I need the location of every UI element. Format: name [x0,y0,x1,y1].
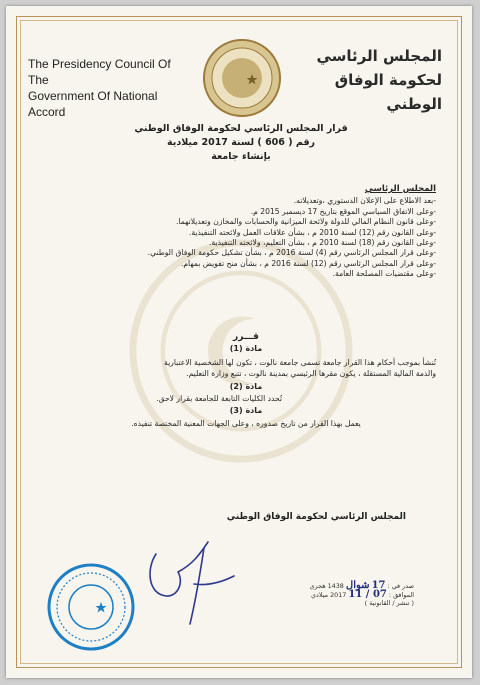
hijri-year: 1438 هجري [309,582,344,590]
preamble-line: -وعلى القانون رقم (18) لسنة 2010 م ، بشأن التعليم، ولائحته التنفيذية. [209,238,436,248]
preamble-line: -وعلى الاتفاق السياسي الموقع بتاريخ 17 ديسمبر 2015 م. [250,206,436,216]
article-1-line-2: والذمة المالية المستقلة ، يكون مقرها الرئيسي بمدينة نالوت ، تتبع وزارة التعليم. [186,368,436,378]
document-page [6,6,472,678]
article-1-line-1: تُنشأ بموجب أحكام هذا القرار جامعة تسمى جامعة نالوت ، تكون لها الشخصية الاعتبارية [164,358,436,367]
publication-note: ( تنشر / القانونية ) [364,599,414,607]
issue-date-block [254,582,414,608]
article-2-text: تُحدد الكليات التابعة للجامعة بقرار لاحق. [156,394,282,403]
hijri-month: شوال [345,580,370,591]
gregorian-date: 07 / 11 [348,588,387,600]
english-header [28,56,188,120]
english-header-line-2: Government Of National Accord [28,89,158,119]
article-3-text: يعمل بهذا القرار من تاريخ صدوره ، وعلى الجهات المعنية المختصة تنفيذه. [131,419,361,428]
issued-label: صدر في : [387,582,414,590]
preamble-line: -وعلى القانون رقم (12) لسنة 2010 م ، بشأن علاقات العمل ولائحته التنفيذية. [188,227,436,237]
handwritten-signature-icon [138,524,248,634]
article-2-title: مادة (2) [229,382,263,391]
article-1-text [36,358,436,380]
preamble-heading: المجلس الرئاسي [364,184,436,194]
signatory-title: المجلس الرئاسي لحكومة الوفاق الوطني [226,512,406,522]
decree-title-line-3: بإنشاء جامعة [211,151,271,162]
corresponding-label: الموافق : [388,590,414,599]
gregorian-date-line [254,588,414,600]
arabic-header [292,44,442,116]
official-stamp-icon [46,562,136,652]
decree-title-line-2: رقم ( 606 ) لسنة 2017 ميلادية [166,137,316,148]
preamble-line: -وعلى مقتضيات المصلحة العامة. [332,269,436,279]
arabic-header-line-2: لحكومة الوفاق الوطني [334,71,442,113]
preamble-line: -بعد الاطلاع على الإعلان الدستوري ،وتعديلاته. [293,196,436,206]
arabic-header-line-1: المجلس الرئاسي [316,47,442,65]
article-1-title: مادة (1) [229,344,263,353]
english-header-line-1: The Presidency Council Of The [28,57,171,87]
hijri-date-line [254,582,414,591]
article-3-title: مادة (3) [229,406,263,415]
preamble-line: -وعلى قرار المجلس الرئاسي رقم (4) لسنة 2016 م ، بشأن تشكيل حكومة الوفاق الوطني. [147,248,436,258]
emblem-seal-icon [202,38,282,118]
decree-title-line-1: قرار المجلس الرئاسي لحكومة الوفاق الوطني [134,123,348,134]
decided-heading: قـــرر [233,332,259,342]
decree-title [126,122,356,164]
gregorian-year: 2017 ميلادي [311,590,347,599]
preamble-line: -وعلى قرار المجلس الرئاسي رقم (12) لسنة 2016 م ، بشأن منح تفويض بمهام. [180,258,436,268]
preamble-line: -وعلى قانون النظام المالي للدولة ولائحة الميزانية والحسابات والمخازن وتعديلاتهما. [175,217,436,227]
preamble [36,184,436,280]
hijri-day: 17 [371,580,386,591]
